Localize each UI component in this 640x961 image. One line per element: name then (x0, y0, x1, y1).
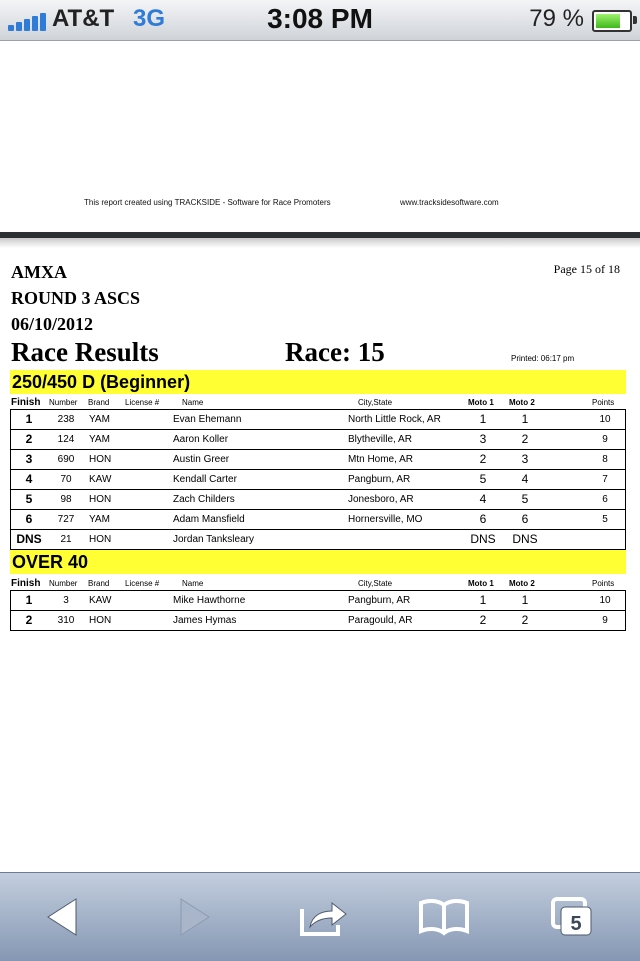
back-button[interactable] (19, 873, 109, 961)
bookmarks-icon (418, 897, 470, 937)
finish-cell: 3 (25, 452, 33, 466)
battery-icon (592, 10, 632, 32)
rider-name-cell: Jordan Tanksleary (173, 534, 254, 545)
network-type: 3G (133, 5, 166, 32)
table-row (11, 450, 625, 470)
table-row (11, 470, 625, 490)
moto2-cell: DNS (512, 532, 538, 546)
number-cell: 21 (60, 534, 72, 545)
city-state-cell: Paragould, AR (348, 615, 413, 626)
table-row (11, 430, 625, 450)
share-icon (298, 897, 350, 937)
col-license: License # (125, 579, 160, 588)
points-cell: 10 (599, 414, 611, 425)
col-number: Number (49, 579, 78, 588)
points-cell: 9 (602, 434, 608, 445)
table-row (11, 410, 625, 430)
rider-name-cell: Zach Childers (173, 494, 235, 505)
number-cell: 124 (57, 434, 75, 445)
moto1-cell: 4 (479, 492, 487, 506)
col-points: Points (592, 398, 615, 407)
race-number: Race: 15 (285, 337, 385, 367)
moto2-cell: 5 (521, 492, 529, 506)
rider-name-cell: Evan Ehemann (173, 414, 242, 425)
tabs-icon (549, 895, 595, 939)
finish-cell: 1 (25, 412, 33, 426)
city-state-cell: Jonesboro, AR (348, 494, 414, 505)
finish-cell: 5 (25, 492, 33, 506)
finish-cell: 2 (25, 613, 33, 627)
rider-name-cell: Mike Hawthorne (173, 595, 246, 606)
finish-cell: 4 (25, 472, 33, 486)
col-name: Name (182, 398, 204, 407)
status-time: 3:08 PM (267, 3, 373, 34)
carrier-name: AT&T (52, 5, 115, 32)
moto2-cell: 1 (521, 412, 529, 426)
report-date: 06/10/2012 (11, 314, 94, 334)
col-number: Number (49, 398, 78, 407)
city-state-cell: Blytheville, AR (348, 434, 412, 445)
report-title: Race Results (11, 337, 159, 367)
city-state-cell: Mtn Home, AR (348, 454, 414, 465)
battery-tip (633, 16, 637, 24)
rider-name-cell: Aaron Koller (173, 434, 229, 445)
city-state-cell: Pangburn, AR (348, 474, 411, 485)
report-org: AMXA (11, 262, 67, 282)
moto1-cell: 3 (479, 432, 487, 446)
points-cell: 9 (602, 615, 608, 626)
col-moto1: Moto 1 (468, 398, 494, 407)
col-name: Name (182, 579, 204, 588)
col-moto2: Moto 2 (509, 579, 535, 588)
page-number: Page 15 of 18 (553, 262, 620, 276)
brand-cell: HON (89, 534, 112, 545)
points-cell: 10 (599, 595, 611, 606)
share-button[interactable] (279, 873, 369, 961)
moto2-cell: 1 (521, 593, 529, 607)
page-divider-shadow (0, 238, 640, 248)
class-header (10, 550, 626, 574)
brand-cell: HON (89, 615, 112, 626)
moto1-cell: 5 (479, 472, 487, 486)
finish-cell: DNS (16, 532, 42, 546)
points-cell: 8 (602, 454, 608, 465)
report-footer-website: www.tracksidesoftware.com (400, 198, 499, 207)
report-footer-credit: This report created using TRACKSIDE - Software for Race Promoters (84, 198, 331, 207)
points-cell: 7 (602, 474, 608, 485)
col-brand: Brand (88, 579, 110, 588)
moto2-cell: 2 (521, 432, 529, 446)
class-name: 250/450 D (Beginner) (12, 372, 191, 392)
table-row (11, 510, 625, 530)
moto1-cell: 2 (479, 452, 487, 466)
moto1-cell: DNS (470, 532, 496, 546)
back-icon (44, 897, 84, 937)
moto1-cell: 1 (479, 412, 487, 426)
city-state-cell: Pangburn, AR (348, 595, 411, 606)
results-table (10, 409, 626, 550)
number-cell: 70 (60, 474, 72, 485)
col-points: Points (592, 579, 615, 588)
number-cell: 3 (63, 595, 69, 606)
brand-cell: YAM (89, 414, 110, 425)
col-finish: Finish (11, 578, 41, 589)
finish-cell: 1 (25, 593, 33, 607)
brand-cell: YAM (89, 434, 110, 445)
col-city: City,State (358, 579, 393, 588)
class-name: OVER 40 (12, 552, 89, 572)
col-moto1: Moto 1 (468, 579, 494, 588)
col-finish: Finish (11, 397, 41, 408)
number-cell: 238 (57, 414, 75, 425)
brand-cell: KAW (89, 595, 112, 606)
moto1-cell: 1 (479, 593, 487, 607)
col-city: City,State (358, 398, 393, 407)
number-cell: 310 (57, 615, 75, 626)
browser-toolbar (0, 872, 640, 961)
bookmarks-button[interactable] (399, 873, 489, 961)
col-brand: Brand (88, 398, 110, 407)
brand-cell: HON (89, 494, 112, 505)
moto2-cell: 4 (521, 472, 529, 486)
finish-cell: 6 (25, 512, 33, 526)
city-state-cell: Hornersville, MO (348, 514, 423, 525)
tabs-button[interactable] (527, 873, 617, 961)
finish-cell: 2 (25, 432, 33, 446)
brand-cell: KAW (89, 474, 112, 485)
battery-percent: 79 % (529, 5, 584, 32)
class-header (10, 370, 626, 394)
results-table (10, 590, 626, 631)
table-row (11, 591, 625, 611)
table-row (11, 490, 625, 510)
rider-name-cell: Adam Mansfield (173, 514, 245, 525)
forward-button[interactable] (148, 873, 238, 961)
rider-name-cell: Kendall Carter (173, 474, 237, 485)
report-round: ROUND 3 ASCS (11, 288, 141, 308)
moto1-cell: 6 (479, 512, 487, 526)
moto2-cell: 6 (521, 512, 529, 526)
brand-cell: HON (89, 454, 112, 465)
tabs-count: 5 (570, 913, 582, 935)
table-row (11, 611, 625, 630)
city-state-cell: North Little Rock, AR (348, 414, 441, 425)
rider-name-cell: Austin Greer (173, 454, 230, 465)
brand-cell: YAM (89, 514, 110, 525)
points-cell: 5 (602, 514, 608, 525)
moto1-cell: 2 (479, 613, 487, 627)
number-cell: 98 (60, 494, 72, 505)
number-cell: 727 (57, 514, 75, 525)
table-row (11, 530, 625, 549)
moto2-cell: 3 (521, 452, 529, 466)
moto2-cell: 2 (521, 613, 529, 627)
forward-icon (173, 897, 213, 937)
printed-time: Printed: 06:17 pm (511, 354, 575, 363)
points-cell: 6 (602, 494, 608, 505)
status-bar (0, 0, 640, 41)
col-moto2: Moto 2 (509, 398, 535, 407)
col-license: License # (125, 398, 160, 407)
number-cell: 690 (57, 454, 75, 465)
rider-name-cell: James Hymas (173, 615, 237, 626)
